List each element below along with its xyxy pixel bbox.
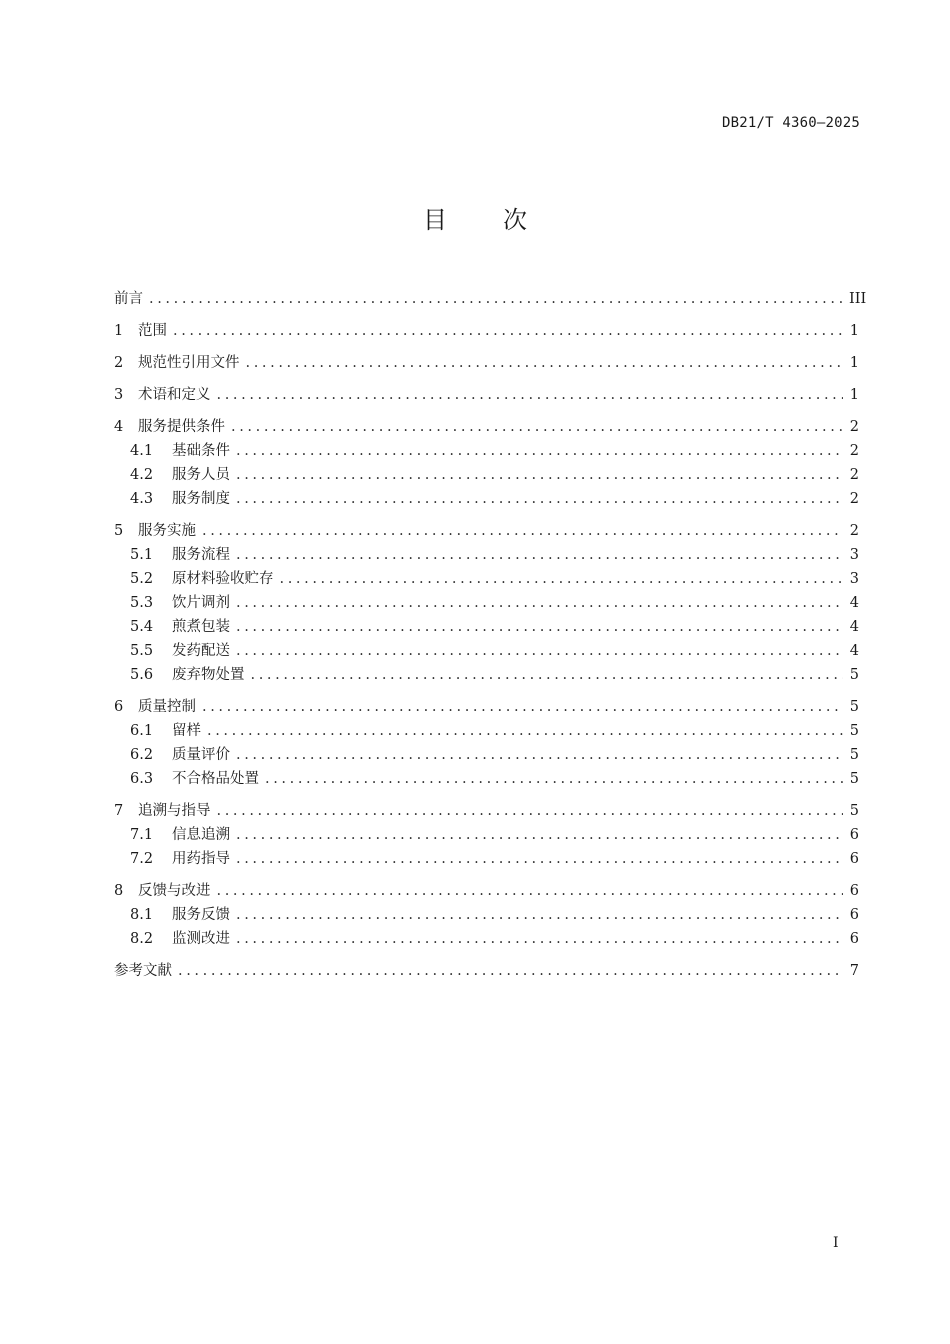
toc-entry-label: 追溯与指导 [138, 803, 211, 819]
toc-entry-label: 用药指导 [172, 851, 230, 867]
toc-leader-dots [236, 639, 843, 663]
toc-entry-page: 2 [849, 419, 859, 435]
toc-entry-number: 5.1 [130, 547, 154, 563]
toc-entry[interactable] [114, 287, 867, 311]
toc-leader-dots [236, 543, 843, 567]
toc-leader-dots [207, 719, 843, 743]
toc-leader-dots [149, 287, 843, 311]
toc-entry-label: 质量控制 [138, 699, 196, 715]
toc-entry-label: 信息追溯 [172, 827, 230, 843]
toc-entry-label: 留样 [172, 723, 201, 739]
footer-page-number: I [833, 1235, 839, 1251]
toc-entry-page: III [849, 291, 867, 307]
toc-entry-number: 8 [114, 883, 124, 899]
toc-entry-number: 6.2 [130, 747, 154, 763]
toc-entry-number: 2 [114, 355, 124, 371]
toc-subentry[interactable] [114, 767, 859, 791]
toc-entry-label: 规范性引用文件 [138, 355, 240, 371]
toc-entry-page: 6 [849, 827, 859, 843]
toc-entry-number: 5.6 [130, 667, 154, 683]
toc-entry-page: 7 [849, 963, 859, 979]
toc-entry-page: 5 [849, 699, 859, 715]
toc-title-char-2: 次 [503, 206, 527, 234]
toc-entry[interactable] [114, 959, 859, 983]
toc-leader-dots [236, 903, 843, 927]
toc-leader-dots [236, 847, 843, 871]
toc-entry-label: 术语和定义 [138, 387, 211, 403]
toc-entry-page: 6 [849, 931, 859, 947]
toc-entry-label: 饮片调剂 [172, 595, 230, 611]
toc-entry-label: 发药配送 [172, 643, 230, 659]
toc-entry-page: 6 [849, 883, 859, 899]
toc-entry-label: 反馈与改进 [138, 883, 211, 899]
toc-entry[interactable] [114, 799, 859, 823]
table-of-contents [114, 287, 867, 983]
toc-leader-dots [236, 463, 843, 487]
toc-entry[interactable] [114, 519, 859, 543]
toc-entry-page: 3 [849, 547, 859, 563]
toc-leader-dots [265, 767, 843, 791]
toc-entry-label: 废弃物处置 [172, 667, 245, 683]
toc-subentry[interactable] [114, 719, 859, 743]
toc-entry-page: 5 [849, 747, 859, 763]
toc-entry-label: 不合格品处置 [172, 771, 259, 787]
toc-entry-label: 服务人员 [172, 467, 230, 483]
toc-entry[interactable] [114, 351, 859, 375]
toc-entry-page: 3 [849, 571, 859, 587]
toc-entry[interactable] [114, 319, 859, 343]
toc-entry-number: 5.4 [130, 619, 154, 635]
toc-leader-dots [202, 519, 843, 543]
toc-entry-label: 参考文献 [114, 963, 172, 979]
toc-subentry[interactable] [114, 463, 859, 487]
toc-leader-dots [236, 487, 843, 511]
toc-leader-dots [236, 743, 843, 767]
toc-subentry[interactable] [114, 591, 859, 615]
toc-leader-dots [246, 351, 844, 375]
toc-subentry[interactable] [114, 847, 859, 871]
toc-entry-number: 7.1 [130, 827, 154, 843]
toc-entry-number: 1 [114, 323, 124, 339]
toc-entry-page: 1 [849, 323, 859, 339]
toc-entry-label: 服务反馈 [172, 907, 230, 923]
toc-entry-page: 5 [849, 803, 859, 819]
toc-entry-number: 5.5 [130, 643, 154, 659]
toc-entry-label: 质量评价 [172, 747, 230, 763]
toc-entry-page: 6 [849, 907, 859, 923]
toc-entry-number: 7.2 [130, 851, 154, 867]
toc-leader-dots [173, 319, 843, 343]
toc-entry-number: 3 [114, 387, 124, 403]
document-code: DB21/T 4360—2025 [721, 115, 860, 131]
toc-entry-label: 监测改进 [172, 931, 230, 947]
toc-entry-number: 5.3 [130, 595, 154, 611]
toc-entry[interactable] [114, 879, 859, 903]
toc-entry-page: 2 [849, 491, 859, 507]
toc-leader-dots [178, 959, 843, 983]
toc-entry-label: 煎煮包装 [172, 619, 230, 635]
toc-leader-dots [217, 879, 844, 903]
toc-entry-page: 4 [849, 643, 859, 659]
toc-leader-dots [236, 591, 843, 615]
toc-entry-page: 4 [849, 595, 859, 611]
toc-entry-label: 前言 [114, 291, 143, 307]
toc-entry-number: 8.2 [130, 931, 154, 947]
toc-entry-page: 2 [849, 523, 859, 539]
toc-entry-number: 8.1 [130, 907, 154, 923]
toc-leader-dots [236, 823, 843, 847]
toc-leader-dots [231, 415, 843, 439]
toc-subentry[interactable] [114, 927, 859, 951]
toc-subentry[interactable] [114, 903, 859, 927]
toc-entry-number: 4.1 [130, 443, 154, 459]
toc-entry-number: 7 [114, 803, 124, 819]
toc-entry-label: 基础条件 [172, 443, 230, 459]
toc-entry-number: 6.1 [130, 723, 154, 739]
toc-entry-label: 服务流程 [172, 547, 230, 563]
toc-entry-label: 范围 [138, 323, 167, 339]
toc-subentry[interactable] [114, 615, 859, 639]
toc-entry-number: 5.2 [130, 571, 154, 587]
toc-subentry[interactable] [114, 439, 859, 463]
toc-subentry[interactable] [114, 487, 859, 511]
toc-entry[interactable] [114, 695, 859, 719]
toc-entry-number: 6 [114, 699, 124, 715]
toc-leader-dots [236, 439, 843, 463]
toc-subentry[interactable] [114, 639, 859, 663]
toc-entry[interactable] [114, 383, 859, 407]
toc-leader-dots [217, 799, 844, 823]
toc-entry-number: 4 [114, 419, 124, 435]
toc-entry-page: 4 [849, 619, 859, 635]
toc-subentry[interactable] [114, 743, 859, 767]
toc-leader-dots [217, 383, 844, 407]
toc-entry-page: 1 [849, 355, 859, 371]
toc-leader-dots [251, 663, 844, 687]
toc-subentry[interactable] [114, 663, 859, 687]
toc-entry-label: 服务提供条件 [138, 419, 225, 435]
toc-entry-number: 5 [114, 523, 124, 539]
toc-entry-label: 服务制度 [172, 491, 230, 507]
toc-entry[interactable] [114, 415, 859, 439]
toc-title [0, 200, 950, 235]
toc-entry-label: 服务实施 [138, 523, 196, 539]
toc-entry-page: 1 [849, 387, 859, 403]
toc-title-char-1: 目 [423, 206, 447, 234]
toc-entry-page: 5 [849, 771, 859, 787]
toc-entry-page: 5 [849, 723, 859, 739]
toc-entry-page: 5 [849, 667, 859, 683]
toc-entry-page: 6 [849, 851, 859, 867]
toc-subentry[interactable] [114, 543, 859, 567]
toc-leader-dots [202, 695, 843, 719]
toc-entry-number: 4.2 [130, 467, 154, 483]
toc-entry-page: 2 [849, 443, 859, 459]
toc-entry-label: 原材料验收贮存 [172, 571, 274, 587]
toc-leader-dots [280, 567, 844, 591]
toc-leader-dots [236, 927, 843, 951]
toc-subentry[interactable] [114, 823, 859, 847]
toc-entry-number: 4.3 [130, 491, 154, 507]
toc-leader-dots [236, 615, 843, 639]
toc-entry-number: 6.3 [130, 771, 154, 787]
toc-subentry[interactable] [114, 567, 859, 591]
toc-entry-page: 2 [849, 467, 859, 483]
